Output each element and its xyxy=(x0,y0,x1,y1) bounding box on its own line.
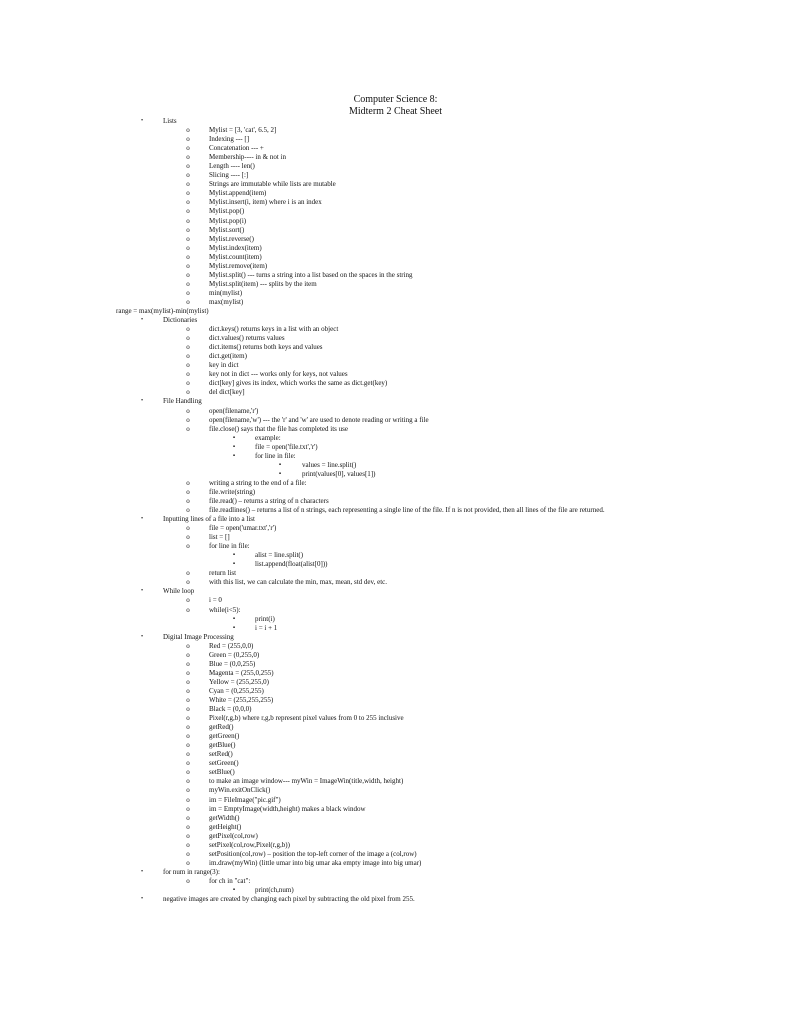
outline-item-level-1 xyxy=(0,895,791,904)
outline-item-level-2 xyxy=(0,596,791,605)
outline-item-level-1 xyxy=(0,515,791,524)
outline-item-level-3 xyxy=(0,886,791,895)
circle-marker-icon: o xyxy=(186,786,190,795)
outline-item-text: file.write(string) xyxy=(209,487,256,496)
bullet-marker-icon: • xyxy=(140,896,144,903)
outline-item-level-2 xyxy=(0,506,791,515)
outline-item-text: del dict[key] xyxy=(209,388,245,397)
circle-marker-icon: o xyxy=(186,650,190,659)
circle-marker-icon: o xyxy=(186,686,190,695)
bullet-marker-icon: • xyxy=(140,118,144,124)
outline-item-level-1 xyxy=(0,397,791,406)
outline-item-text: Mylist.index(item) xyxy=(209,243,262,252)
outline-item-level-2 xyxy=(0,361,791,370)
outline-item-text: Mylist.pop(i) xyxy=(209,216,247,225)
outline-item-text: print(values[0], values[1]) xyxy=(302,469,376,478)
outline-item-level-2 xyxy=(0,660,791,669)
outline-item-level-2 xyxy=(0,669,791,678)
circle-marker-icon: o xyxy=(186,343,190,352)
circle-marker-icon: o xyxy=(186,822,190,831)
bullet-marker-icon: • xyxy=(140,588,144,595)
square-marker-icon: ▪ xyxy=(232,552,236,559)
outline-item-level-2 xyxy=(0,235,791,244)
outline-item-level-2 xyxy=(0,198,791,207)
outline-item-level-2 xyxy=(0,171,791,180)
document-title-line2: Midterm 2 Cheat Sheet xyxy=(348,106,443,117)
circle-marker-icon: o xyxy=(186,234,190,243)
circle-marker-icon: o xyxy=(186,533,190,542)
outline-item-text: key in dict xyxy=(209,361,239,370)
circle-marker-icon: o xyxy=(186,243,190,252)
outline-item-level-2 xyxy=(0,569,791,578)
outline-item-text: Mylist.reverse() xyxy=(209,234,254,243)
circle-marker-icon: o xyxy=(186,225,190,234)
outline-item-level-3 xyxy=(0,615,791,624)
outline-item-level-2 xyxy=(0,343,791,352)
outline-item-text: Concatenation --- + xyxy=(209,144,264,153)
square-marker-icon: ▪ xyxy=(232,452,236,459)
outline-item-level-2 xyxy=(0,207,791,216)
outline-item-text: im.draw(myWin) (little umar into big umar aka empty image into big umar) xyxy=(209,858,422,867)
circle-marker-icon: o xyxy=(186,705,190,714)
outline-item-text: getBlue() xyxy=(209,741,236,750)
outline-item-text: getPixel(col,row) xyxy=(209,831,258,840)
outline-item-level-2 xyxy=(0,823,791,832)
outline-item-level-3 xyxy=(0,560,791,569)
outline-item-text: White = (255,255,255) xyxy=(209,696,274,704)
outline-item-level-2 xyxy=(0,877,791,886)
outline-item-level-3 xyxy=(0,443,791,452)
outline-item-text: Slicing ---- [:] xyxy=(209,171,249,180)
circle-marker-icon: o xyxy=(186,297,190,306)
outline-item-level-2 xyxy=(0,768,791,777)
outline-item-text: example: xyxy=(255,433,281,442)
outline-item-text: getRed() xyxy=(209,723,234,732)
circle-marker-icon: o xyxy=(186,270,190,279)
circle-marker-icon: o xyxy=(186,153,190,162)
circle-marker-icon: o xyxy=(186,144,190,153)
outline-item-text: Black = (0,0,0) xyxy=(209,705,252,714)
circle-marker-icon: o xyxy=(186,777,190,786)
outline-item-level-3 xyxy=(0,624,791,633)
outline-item-level-1 xyxy=(0,117,791,126)
circle-marker-icon: o xyxy=(186,732,190,741)
outline-item-text: dict.get(item) xyxy=(209,352,247,361)
bullet-marker-icon: • xyxy=(140,398,144,405)
circle-marker-icon: o xyxy=(186,677,190,686)
outline-item-level-2 xyxy=(0,814,791,823)
outline-item-text: getWidth() xyxy=(209,813,240,822)
outline-item-level-2 xyxy=(0,841,791,850)
outline-item-text: key not in dict --- works only for keys, not values xyxy=(209,370,348,379)
outline-item-text: While loop xyxy=(163,587,195,596)
outline-item-level-2 xyxy=(0,497,791,506)
circle-marker-icon: o xyxy=(186,804,190,813)
outline-item-text: open(filename,'r') xyxy=(209,406,259,415)
outline-item-text: file = open('umar.txt','r') xyxy=(209,524,277,533)
circle-marker-icon: o xyxy=(186,641,190,650)
outline-item-level-2 xyxy=(0,705,791,714)
outline-item-level-2 xyxy=(0,126,791,135)
outline-item-text: for line in file: xyxy=(209,542,250,551)
outline-item-level-2 xyxy=(0,379,791,388)
outline-item-level-2 xyxy=(0,479,791,488)
circle-marker-icon: o xyxy=(186,171,190,180)
bullet-marker-icon: • xyxy=(140,868,144,875)
circle-marker-icon: o xyxy=(186,768,190,777)
outline-item-level-2 xyxy=(0,606,791,615)
outline-item-level-2 xyxy=(0,732,791,741)
outline-item-level-2 xyxy=(0,759,791,768)
circle-marker-icon: o xyxy=(186,578,190,587)
circle-marker-icon: o xyxy=(186,406,190,415)
outline-item-text: Mylist.append(item) xyxy=(209,189,267,198)
outline-item-text: getHeight() xyxy=(209,822,242,831)
outline-item-text: Mylist.pop() xyxy=(209,207,245,216)
outline-item-text: list = [] xyxy=(209,533,230,542)
square-marker-icon: ▪ xyxy=(232,615,236,622)
circle-marker-icon: o xyxy=(186,388,190,397)
outline-item-text: min(mylist) xyxy=(209,288,243,297)
square-marker-icon: ▪ xyxy=(232,434,236,441)
outline-item-text: Pixel(r,g,b) where r,g,b represent pixel values from 0 to 255 inclusive xyxy=(209,714,404,723)
circle-marker-icon: o xyxy=(186,668,190,677)
outline-item-text: im = EmptyImage(width,height) makes a black window xyxy=(209,804,366,813)
circle-marker-icon: o xyxy=(186,496,190,505)
circle-marker-icon: o xyxy=(186,659,190,668)
outline-item-text: dict.values() returns values xyxy=(209,334,285,343)
outline-item-text: Lists xyxy=(163,117,177,125)
circle-marker-icon: o xyxy=(186,361,190,370)
outline-item-level-1 xyxy=(0,316,791,325)
outline-item-text: for ch in "cat": xyxy=(209,876,251,885)
circle-marker-icon: o xyxy=(186,849,190,858)
square-marker-icon: ▪ xyxy=(232,624,236,631)
circle-marker-icon: o xyxy=(186,831,190,840)
outline-item-level-2 xyxy=(0,741,791,750)
outline-item-level-2 xyxy=(0,226,791,235)
outline-item-text: open(filename,'w') --- the 'r' and 'w' are used to denote reading or writing a file xyxy=(209,415,429,424)
outline-item-text: Green = (0,255,0) xyxy=(209,650,260,659)
circle-marker-icon: o xyxy=(186,288,190,297)
outline-item-level-0 xyxy=(0,307,791,316)
outline-item-text: File Handling xyxy=(163,397,202,406)
circle-marker-icon: o xyxy=(186,279,190,288)
outline-item-text: setPixel(col,row,Pixel(r,g,b)) xyxy=(209,840,290,849)
outline-item-level-2 xyxy=(0,850,791,859)
outline-item-text: file.readlines() – returns a list of n strings, each representing a single line of the file. If n is not provided, then all lines of the file are returned. xyxy=(209,506,605,515)
circle-marker-icon: o xyxy=(186,325,190,334)
outline-item-text: with this list, we can calculate the min, max, mean, std dev, etc. xyxy=(209,578,387,587)
outline-item-text: Mylist = [3, 'cat', 6.5, 2] xyxy=(209,126,277,135)
outline-item-level-2 xyxy=(0,189,791,198)
outline-item-level-2 xyxy=(0,407,791,416)
outline-item-text: Mylist.count(item) xyxy=(209,252,262,261)
outline-item-level-4 xyxy=(0,470,791,479)
outline-item-level-1 xyxy=(0,633,791,642)
outline-item-text: Mylist.split(item) --- splits by the item xyxy=(209,279,317,288)
circle-marker-icon: o xyxy=(186,352,190,361)
outline-item-text: for line in file: xyxy=(255,451,296,460)
outline-item-text: Mylist.remove(item) xyxy=(209,261,268,270)
outline-item-level-2 xyxy=(0,488,791,497)
outline-item-level-4 xyxy=(0,461,791,470)
outline-item-level-2 xyxy=(0,750,791,759)
outline-item-level-2 xyxy=(0,244,791,253)
circle-marker-icon: o xyxy=(186,198,190,207)
bullet-marker-icon: • xyxy=(140,317,144,324)
outline-item-text: for num in range(3): xyxy=(163,867,220,876)
outline-item-text: Red = (255,0,0) xyxy=(209,641,254,650)
outline-item-text: Mylist.split() --- turns a string into a list based on the spaces in the string xyxy=(209,270,413,279)
outline-item-level-3 xyxy=(0,452,791,461)
outline-item-level-2 xyxy=(0,262,791,271)
circle-marker-icon: o xyxy=(186,876,190,885)
outline-item-text: negative images are created by changing each pixel by subtracting the old pixel from 255. xyxy=(163,895,415,904)
circle-marker-icon: o xyxy=(186,795,190,804)
outline-item-text: im = FileImage("pic.gif") xyxy=(209,795,281,804)
outline-item-text: file = open('file.txt','r') xyxy=(255,442,318,451)
outline-item-level-2 xyxy=(0,271,791,280)
circle-marker-icon: o xyxy=(186,759,190,768)
outline-item-text: alist = line.split() xyxy=(255,551,304,560)
outline-item-level-2 xyxy=(0,425,791,434)
outline-item-text: getGreen() xyxy=(209,732,240,741)
outline-item-text: print(i) xyxy=(255,614,275,623)
outline-item-level-2 xyxy=(0,542,791,551)
outline-item-level-2 xyxy=(0,777,791,786)
circle-marker-icon: o xyxy=(186,569,190,578)
outline-item-level-2 xyxy=(0,253,791,262)
outline-item-level-2 xyxy=(0,524,791,533)
circle-marker-icon: o xyxy=(186,252,190,261)
outline-item-text: Yellow = (255,255,0) xyxy=(209,677,270,686)
circle-marker-icon: o xyxy=(186,714,190,723)
outline-item-level-2 xyxy=(0,334,791,343)
circle-marker-icon: o xyxy=(186,524,190,533)
outline-item-text: return list xyxy=(209,569,237,578)
circle-marker-icon: o xyxy=(186,813,190,822)
circle-marker-icon: o xyxy=(186,370,190,379)
outline-item-text: i = 0 xyxy=(209,596,222,605)
circle-marker-icon: o xyxy=(186,723,190,732)
outline-item-text: file.close() says that the file has completed its use xyxy=(209,424,348,433)
bullet-marker-icon: • xyxy=(140,516,144,523)
outline-item-text: setGreen() xyxy=(209,759,239,768)
circle-marker-icon: o xyxy=(186,596,190,605)
outline-list xyxy=(0,117,791,904)
outline-item-text: Cyan = (0,255,255) xyxy=(209,686,264,695)
circle-marker-icon: o xyxy=(186,605,190,614)
outline-item-level-2 xyxy=(0,280,791,289)
circle-marker-icon: o xyxy=(186,189,190,198)
outline-item-text: setBlue() xyxy=(209,768,235,777)
outline-item-text: writing a string to the end of a file: xyxy=(209,478,307,487)
outline-item-text: Strings are immutable while lists are mutable xyxy=(209,180,336,189)
outline-item-text: while(i<5): xyxy=(209,605,241,614)
outline-item-level-2 xyxy=(0,678,791,687)
outline-item-level-2 xyxy=(0,687,791,696)
outline-item-level-2 xyxy=(0,217,791,226)
circle-marker-icon: o xyxy=(186,542,190,551)
outline-item-level-3 xyxy=(0,434,791,443)
outline-item-text: Membership---- in & not in xyxy=(209,153,286,162)
outline-item-level-2 xyxy=(0,325,791,334)
circle-marker-icon: o xyxy=(186,696,190,704)
outline-item-text: myWin.exitOnClick() xyxy=(209,786,271,795)
outline-item-level-1 xyxy=(0,587,791,596)
circle-marker-icon: o xyxy=(186,126,190,135)
square-marker-icon: ▪ xyxy=(232,443,236,450)
outline-item-level-2 xyxy=(0,859,791,868)
circle-marker-icon: o xyxy=(186,334,190,343)
circle-marker-icon: o xyxy=(186,506,190,515)
circle-marker-icon: o xyxy=(186,135,190,144)
circle-marker-icon: o xyxy=(186,487,190,496)
outline-item-level-2 xyxy=(0,796,791,805)
outline-item-text: Blue = (0,0,255) xyxy=(209,659,256,668)
square-marker-icon: ▪ xyxy=(232,886,236,893)
circle-marker-icon: o xyxy=(186,424,190,433)
outline-item-level-2 xyxy=(0,696,791,705)
outline-item-level-2 xyxy=(0,153,791,162)
square-marker-icon: ▪ xyxy=(278,470,282,477)
outline-item-text: dict.keys() returns keys in a list with an object xyxy=(209,325,339,334)
outline-item-text: list.append(float(alist[0])) xyxy=(255,560,328,569)
outline-item-level-2 xyxy=(0,162,791,171)
outline-item-level-2 xyxy=(0,533,791,542)
outline-item-level-2 xyxy=(0,289,791,298)
outline-item-level-2 xyxy=(0,370,791,379)
bullet-marker-icon: • xyxy=(140,633,144,640)
outline-item-text: Length ---- len() xyxy=(209,162,255,171)
circle-marker-icon: o xyxy=(186,840,190,849)
outline-item-level-1 xyxy=(0,868,791,877)
outline-item-text: setPosition(col,row) – position the top-left corner of the image a (col,row) xyxy=(209,849,417,858)
outline-item-text: setRed() xyxy=(209,750,233,759)
circle-marker-icon: o xyxy=(186,180,190,189)
outline-item-text: print(ch,num) xyxy=(255,885,294,894)
outline-item-text: Digital Image Processing xyxy=(163,632,234,641)
circle-marker-icon: o xyxy=(186,261,190,270)
outline-item-text: i = i + 1 xyxy=(255,623,278,632)
outline-item-text: Indexing --- [] xyxy=(209,135,250,144)
outline-item-text: Inputting lines of a file into a list xyxy=(163,515,255,524)
outline-item-level-2 xyxy=(0,651,791,660)
circle-marker-icon: o xyxy=(186,478,190,487)
circle-marker-icon: o xyxy=(186,207,190,216)
circle-marker-icon: o xyxy=(186,858,190,867)
outline-item-text: dict[key] gives its index, which works the same as dict.get(key) xyxy=(209,379,388,388)
outline-item-level-2 xyxy=(0,714,791,723)
document-title-line1: Computer Science 8: xyxy=(353,94,438,105)
outline-item-text: max(mylist) xyxy=(209,297,244,306)
outline-item-text: Dictionaries xyxy=(163,316,198,325)
outline-item-level-2 xyxy=(0,805,791,814)
outline-item-level-2 xyxy=(0,180,791,189)
outline-item-level-2 xyxy=(0,416,791,425)
circle-marker-icon: o xyxy=(186,750,190,759)
outline-item-level-2 xyxy=(0,352,791,361)
square-marker-icon: ▪ xyxy=(278,461,282,468)
outline-item-level-2 xyxy=(0,135,791,144)
outline-item-text: Magenta = (255,0,255) xyxy=(209,668,274,677)
circle-marker-icon: o xyxy=(186,741,190,750)
circle-marker-icon: o xyxy=(186,415,190,424)
outline-item-text: file.read() – returns a string of n characters xyxy=(209,496,329,505)
outline-item-level-2 xyxy=(0,578,791,587)
circle-marker-icon: o xyxy=(186,216,190,225)
square-marker-icon: ▪ xyxy=(232,561,236,568)
outline-item-text: range = max(mylist)-min(mylist) xyxy=(116,306,209,315)
circle-marker-icon: o xyxy=(186,379,190,388)
outline-item-text: values = line.split() xyxy=(302,460,357,469)
outline-item-level-2 xyxy=(0,786,791,795)
outline-item-level-2 xyxy=(0,642,791,651)
outline-item-text: to make an image window--- myWin = ImageWin(title,width, height) xyxy=(209,777,404,786)
outline-item-level-2 xyxy=(0,723,791,732)
outline-item-level-2 xyxy=(0,388,791,397)
outline-item-level-2 xyxy=(0,298,791,307)
circle-marker-icon: o xyxy=(186,162,190,171)
outline-item-text: Mylist.insert(i, item) where i is an index xyxy=(209,198,322,207)
outline-item-text: Mylist.sort() xyxy=(209,225,245,234)
outline-item-level-2 xyxy=(0,144,791,153)
outline-item-level-2 xyxy=(0,832,791,841)
outline-item-text: dict.items() returns both keys and values xyxy=(209,343,323,352)
outline-item-level-3 xyxy=(0,551,791,560)
